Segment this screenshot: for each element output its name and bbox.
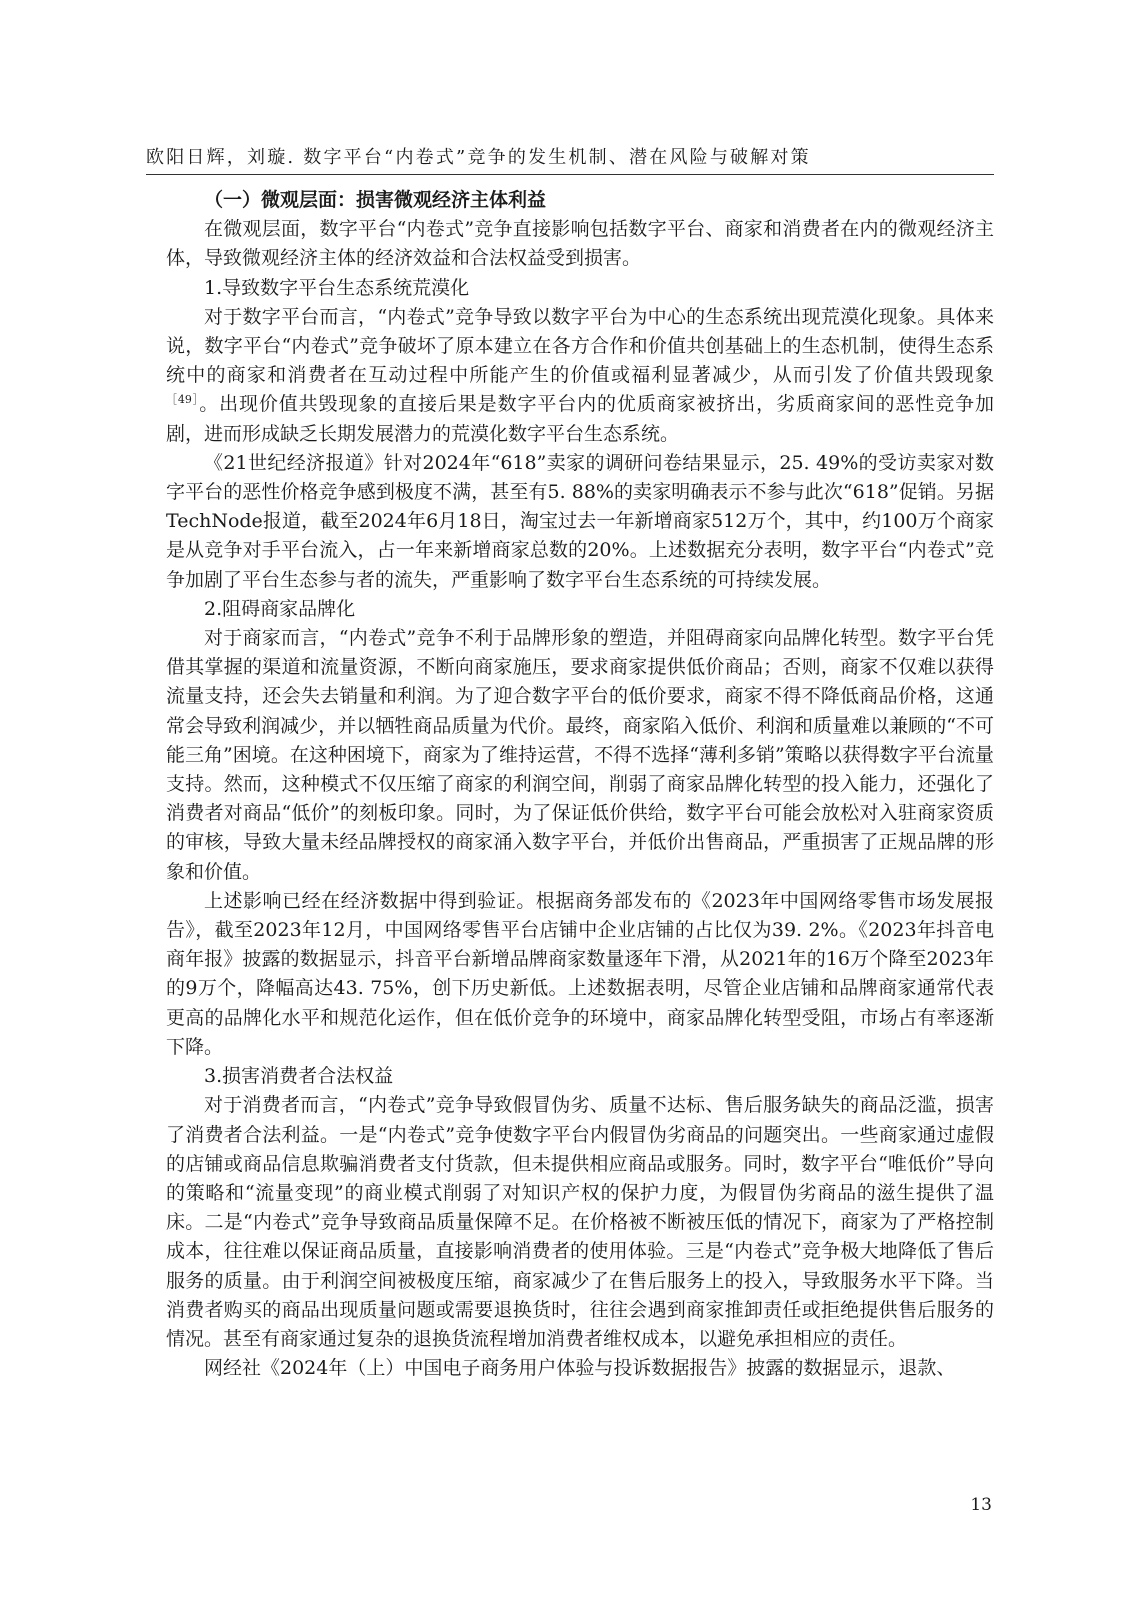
- header-rule: [146, 174, 994, 175]
- running-header: 欧阳日辉，刘璇. 数字平台“内卷式”竞争的发生机制、潜在风险与破解对策: [146, 147, 811, 168]
- page-number: 13: [970, 1495, 992, 1515]
- paragraph-text: 对于数字平台而言，“内卷式”竞争导致以数字平台为中心的生态系统出现荒漠化现象。具体来说，数字平台“内卷式”竞争破坏了原本建立在各方合作和价值共创基础上的生态机制，使得生态系统中的商家和消费者在互动过程中所能产生的价值或福利显著减少，从而引发了价值共毁现象: [166, 305, 994, 387]
- citation-marker: ［49］: [166, 393, 200, 407]
- paragraph: 网经社《2024年（上）中国电子商务用户体验与投诉数据报告》披露的数据显示，退款、: [204, 1357, 956, 1380]
- section-heading: （一）微观层面：损害微观经济主体利益: [204, 189, 547, 211]
- subsection-heading-2: 2.阻碍商家品牌化: [204, 597, 356, 620]
- paragraph: 上述影响已经在经济数据中得到验证。根据商务部发布的《2023年中国网络零售市场发展报告》，截至2023年12月，中国网络零售平台店铺中企业店铺的占比仅为39. 2%。《2023年抖音电商年报》披露的数据显示，抖音平台新增品牌商家数量逐年下滑，从2021年的16万个降至2023年的9万个，降幅高达43. 75%，创下历史新低。上述数据表明，尽管企业店铺和品牌商家通常代表更高的品牌化水平和规范化运作，但在低价竞争的环境中，商家品牌化转型受阻，市场占有率逐渐下降。: [166, 889, 994, 1058]
- subsection-heading-3: 3.损害消费者合法权益: [204, 1065, 394, 1088]
- section-intro-paragraph: 在微观层面，数字平台“内卷式”竞争直接影响包括数字平台、商家和消费者在内的微观经济主体，导致微观经济主体的经济效益和合法权益受到损害。: [166, 218, 994, 270]
- subsection-heading-1: 1.导致数字平台生态系统荒漠化: [204, 276, 470, 299]
- body-text: [166, 186, 994, 1383]
- paragraph-text: 。出现价值共毁现象的直接后果是数字平台内的优质商家被挤出，劣质商家间的恶性竞争加剧，进而形成缺乏长期发展潜力的荒漠化数字平台生态系统。: [166, 393, 994, 445]
- paragraph: [166, 303, 994, 449]
- paragraph: 对于消费者而言，“内卷式”竞争导致假冒伪劣、质量不达标、售后服务缺失的商品泛滥，损害了消费者合法利益。一是“内卷式”竞争使数字平台内假冒伪劣商品的问题突出。一些商家通过虚假的店铺或商品信息欺骗消费者支付货款，但未提供相应商品或服务。同时，数字平台“唯低价”导向的策略和“流量变现”的商业模式削弱了对知识产权的保护力度，为假冒伪劣商品的滋生提供了温床。二是“内卷式”竞争导致商品质量保障不足。在价格被不断被压低的情况下，商家为了严格控制成本，往往难以保证商品质量，直接影响消费者的使用体验。三是“内卷式”竞争极大地降低了售后服务的质量。由于利润空间被极度压缩，商家减少了在售后服务上的投入，导致服务水平下降。当消费者购买的商品出现质量问题或需要退换货时，往往会遇到商家推卸责任或拒绝提供售后服务的情况。甚至有商家通过复杂的退换货流程增加消费者维权成本，以避免承担相应的责任。: [166, 1094, 994, 1350]
- paragraph: 对于商家而言，“内卷式”竞争不利于品牌形象的塑造，并阻碍商家向品牌化转型。数字平台凭借其掌握的渠道和流量资源，不断向商家施压，要求商家提供低价商品；否则，商家不仅难以获得流量支持，还会失去销量和利润。为了迎合数字平台的低价要求，商家不得不降低商品价格，这通常会导致利润减少，并以牺牲商品质量为代价。最终，商家陷入低价、利润和质量难以兼顾的“不可能三角”困境。在这种困境下，商家为了维持运营，不得不选择“薄利多销”策略以获得数字平台流量支持。然而，这种模式不仅压缩了商家的利润空间，削弱了商家品牌化转型的投入能力，还强化了消费者对商品“低价”的刻板印象。同时，为了保证低价供给，数字平台可能会放松对入驻商家资质的审核，导致大量未经品牌授权的商家涌入数字平台，并低价出售商品，严重损害了正规品牌的形象和价值。: [166, 627, 994, 883]
- paragraph: 《21世纪经济报道》针对2024年“618”卖家的调研问卷结果显示，25. 49%的受访卖家对数字平台的恶性价格竞争感到极度不满，甚至有5. 88%的卖家明确表示不参与此次“618”促销。另据TechNode报道，截至2024年6月18日，淘宝过去一年新增商家512万个，其中，约100万个商家是从竞争对手平台流入，占一年来新增商家总数的20%。上述数据充分表明，数字平台“内卷式”竞争加剧了平台生态参与者的流失，严重影响了数字平台生态系统的可持续发展。: [166, 451, 994, 591]
